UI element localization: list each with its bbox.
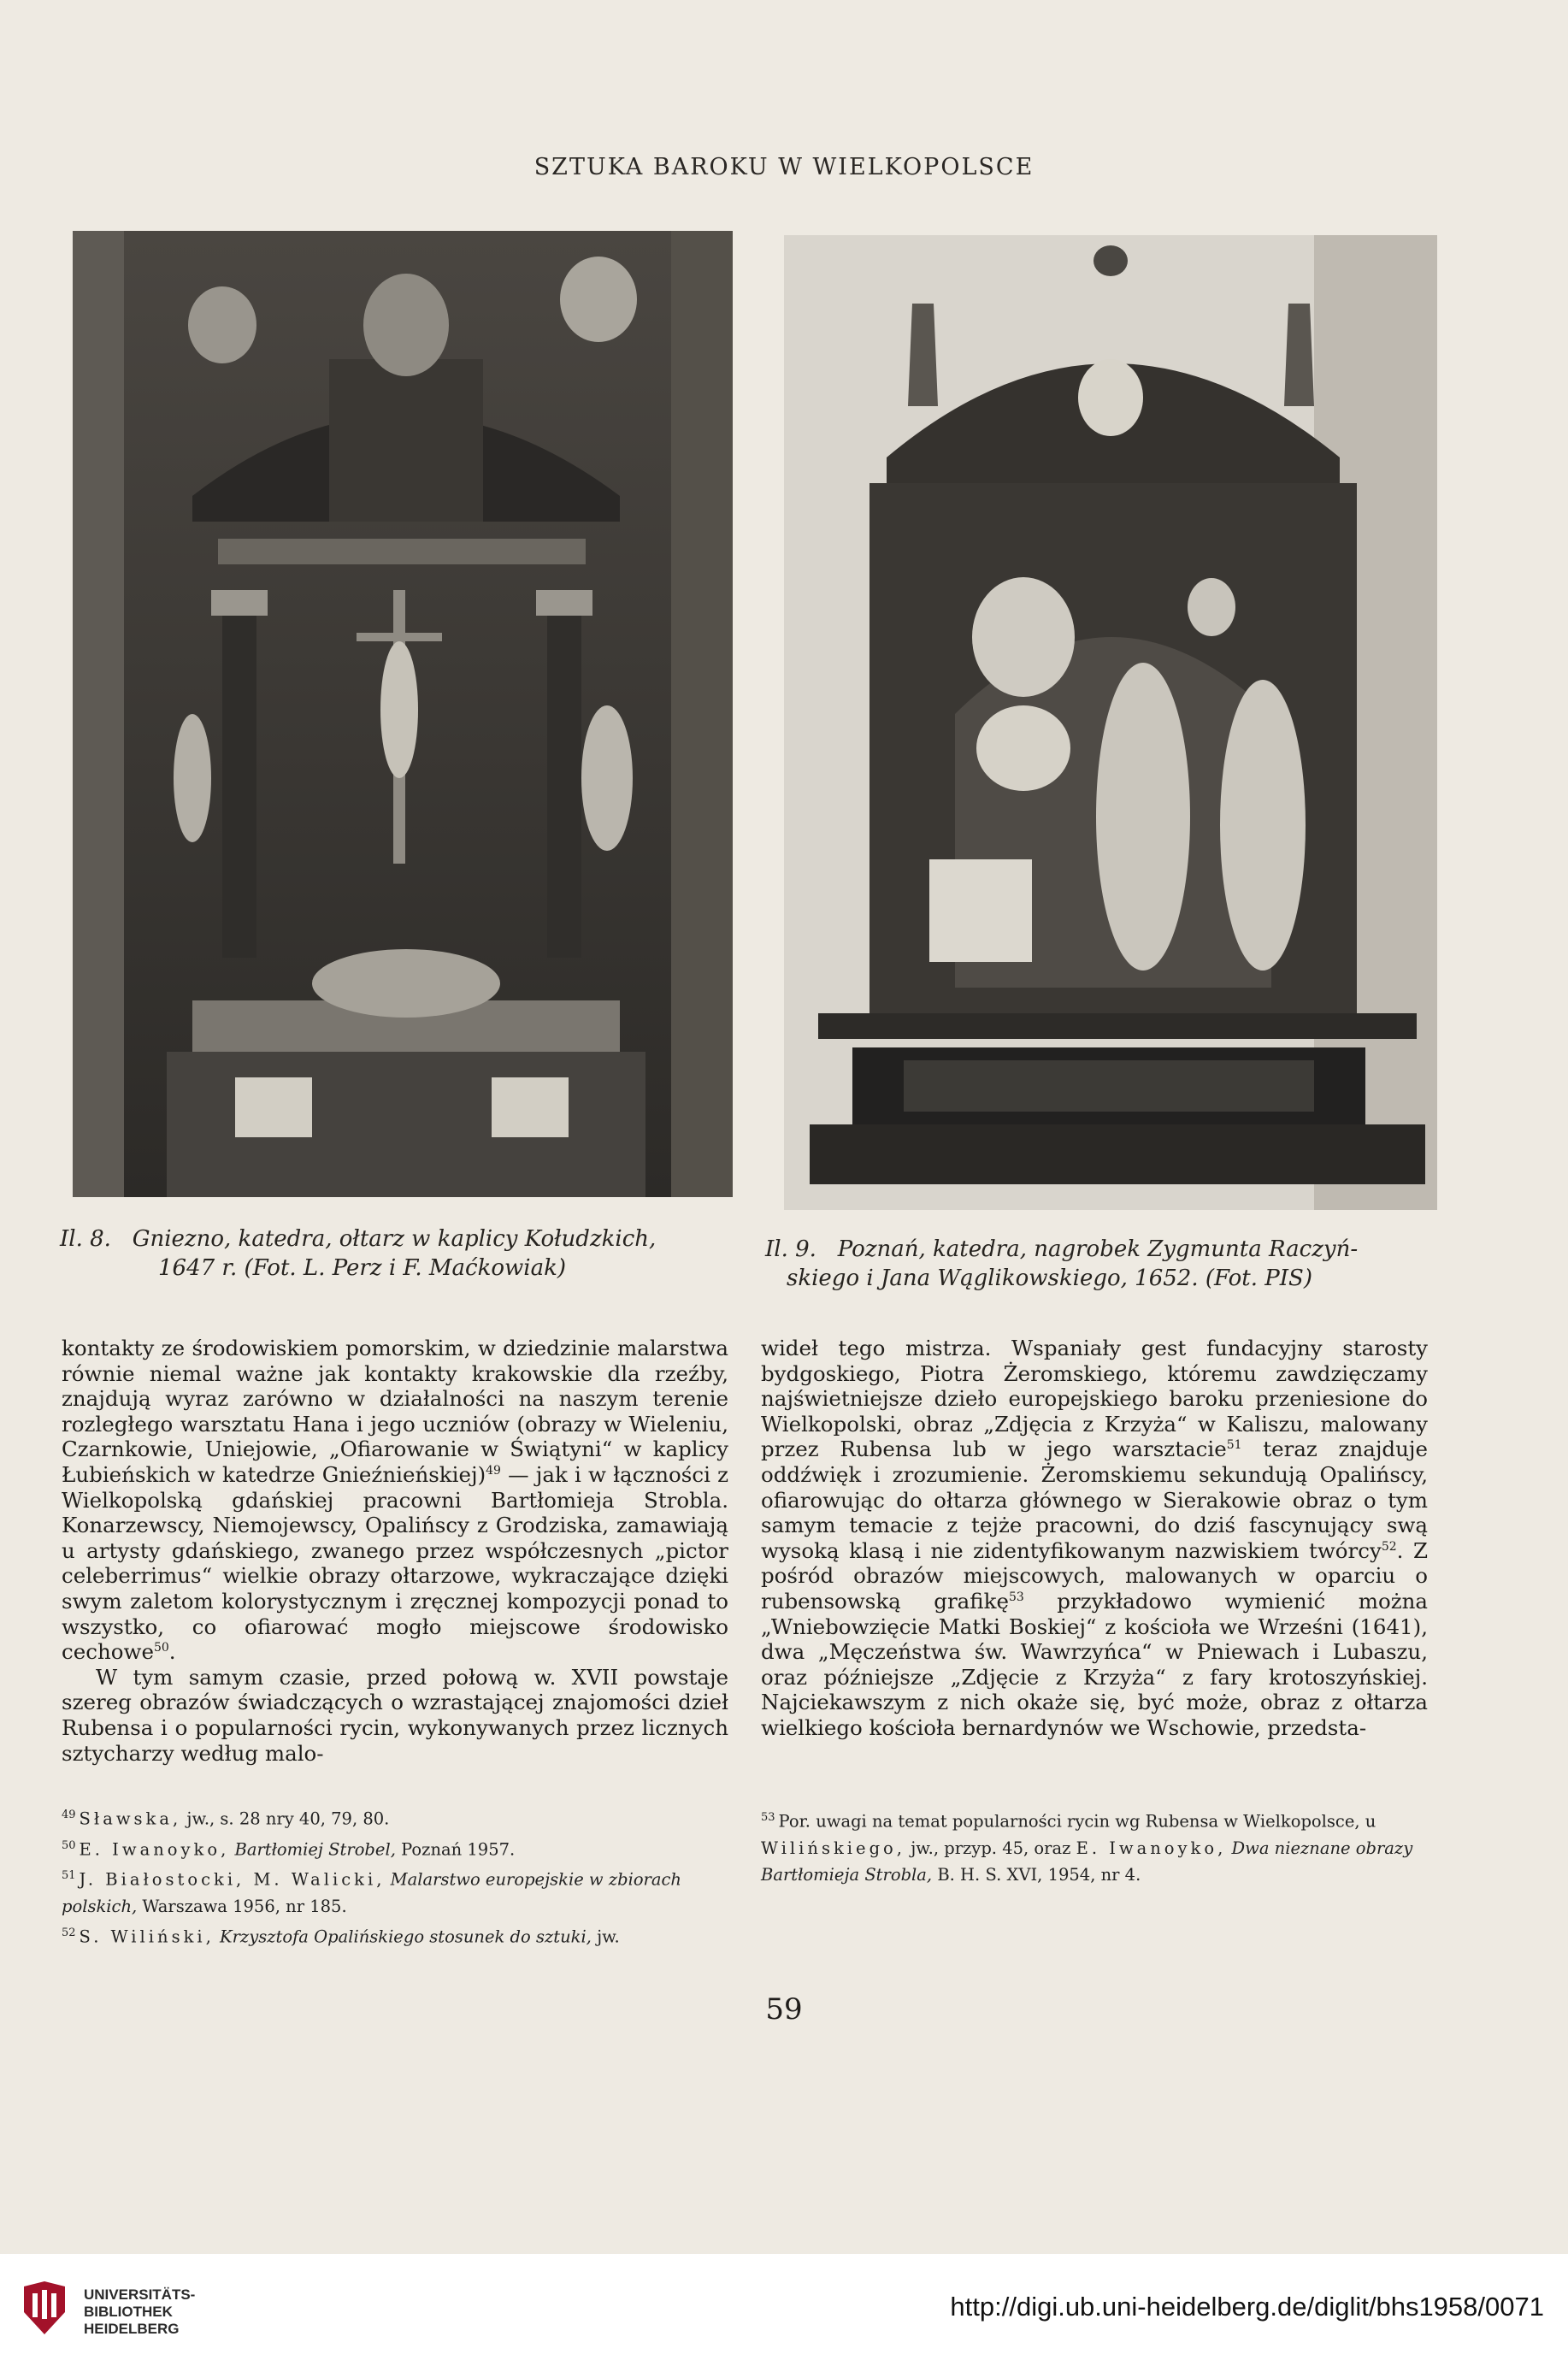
university-library-logo-icon xyxy=(19,2280,70,2339)
footnote-author: J. Białostocki, M. Walicki, xyxy=(79,1869,386,1890)
caption-line: skiego i Jana Wąglikowskiego, 1652. (Fot. PIS) xyxy=(787,1266,1312,1291)
footnote-number: 51 xyxy=(62,1869,76,1882)
footnote-ref: 49 xyxy=(486,1463,501,1478)
body-paragraph: W tym samym czasie, przed połową w. XVII powstaje szereg obrazów świadczących o wzrastającej znajomości dzieł Rubensa i o popularności rycin, wykonywanych przez licznych sztycharzy według malo- xyxy=(62,1664,728,1766)
footnote-text: jw., s. 28 nry 40, 79, 80. xyxy=(186,1808,390,1829)
body-text: . Z pośród obrazów miejscowych, malowanych w oparciu o rubensowską grafikę xyxy=(761,1537,1428,1614)
footnote xyxy=(62,1802,728,1832)
footnote-text: Por. uwagi na temat popularności rycin wg Rubensa w Wielkopolsce, u xyxy=(778,1811,1376,1832)
footnote-text: Poznań 1957. xyxy=(401,1839,516,1859)
caption-line: Poznań, katedra, nagrobek Zygmunta Raczyń- xyxy=(837,1236,1359,1262)
caption-line: Gniezno, katedra, ołtarz w kaplicy Kołudzkich, xyxy=(132,1226,657,1252)
footnote-title: Dwa nieznane obrazy Bartłomieja Strobla, xyxy=(761,1838,1413,1885)
footnote-number: 53 xyxy=(761,1811,775,1824)
footnote-ref: 53 xyxy=(1008,1590,1024,1604)
footnote-ref: 52 xyxy=(1381,1539,1397,1554)
library-footer xyxy=(0,2254,1568,2366)
tomb-monument-photo xyxy=(784,235,1437,1210)
footnote xyxy=(62,1832,728,1863)
body-column-right xyxy=(761,1336,1428,1741)
footnote-ref: 50 xyxy=(153,1640,169,1655)
library-name-line: UNIVERSITÄTS- xyxy=(84,2286,196,2303)
footnote-title: Bartłomiej Strobel, xyxy=(234,1839,396,1859)
footnotes-left xyxy=(62,1802,728,1950)
figure-label: Il. 9. xyxy=(765,1236,816,1262)
body-text: teraz znajduje oddźwięk i zrozumienie. Żeromskiemu sekundują Opalińscy, ofiarowując do ołtarza głównego w Sierakowie obraz o tym samym temacie z tejże pracowni, do dziś fascynujący swą wysoką klasą i nie zidentyfikowanym nazwiskiem twórcy xyxy=(761,1437,1428,1563)
tomb-monument-photo-image xyxy=(784,235,1437,1210)
footnote-author: S. Wiliński, xyxy=(79,1926,215,1946)
body-text: . xyxy=(168,1639,176,1665)
footnote-title: Malarstwo europejskie w zbiorach polskich, xyxy=(62,1869,681,1916)
library-name xyxy=(84,2286,195,2338)
caption-line: 1647 r. (Fot. L. Perz i F. Maćkowiak) xyxy=(158,1255,566,1281)
footnote-author: Wilińskiego, xyxy=(761,1838,905,1858)
footnote-author: E. Iwanoyko, xyxy=(79,1839,230,1859)
source-url-link[interactable]: http://digi.ub.uni-heidelberg.de/diglit/bhs1958/0071 xyxy=(950,2292,1544,2322)
body-text: — jak i w łączności z Wielkopolską gdańskiej pracowni Bartłomieja Strobla. Konarzewscy, Niemojewscy, Opalińscy z Grodziska, zamawiają u artysty gdańskiego, zwanego przez współczesnych „pictor celeberrimus“ wielkie obrazy ołtarzowe, wykraczające dzięki swym zaletom kolorystycznym i zręcznej kompozycji ponad to wszystko, co ofiarować mogło miejscowe środowisko cechowe xyxy=(62,1461,728,1665)
altar-photo xyxy=(73,231,733,1197)
figure-caption-left xyxy=(60,1224,744,1283)
footnote-title: Krzysztofa Opalińskiego stosunek do sztuki, xyxy=(220,1926,592,1946)
body-paragraph xyxy=(62,1336,728,1665)
figure-caption-right xyxy=(765,1235,1441,1293)
body-text: kontakty ze środowiskiem pomorskim, w dziedzinie malarstwa równie niemal ważne jak kontakty krakowskie dla rzeźby, znajdują wyraz zarówno w działalności na naszym terenie rozległego warsztatu Hana i jego uczniów (obrazy w Wieleniu, Czarnkowie, Uniejowie, „Ofiarowanie w Świątyni“ w kaplicy Łubieńskich w katedrze Gnieźnieńskiej) xyxy=(62,1336,728,1487)
footnote-text: Warszawa 1956, nr 185. xyxy=(142,1896,347,1916)
footnotes-right xyxy=(761,1804,1428,1888)
library-name-line: HEIDELBERG xyxy=(84,2321,180,2337)
page-number: 59 xyxy=(765,1992,803,2027)
footnote xyxy=(761,1804,1428,1888)
footnote-ref: 51 xyxy=(1226,1438,1242,1453)
footnote-text: jw. xyxy=(597,1926,620,1946)
figure-label: Il. 8. xyxy=(60,1226,111,1252)
footnote-author: Sławska, xyxy=(79,1808,182,1829)
body-text: wideł tego mistrza. Wspaniały gest fundacyjny starosty bydgoskiego, Piotra Żeromskiego, któremu zawdzięczamy najświetniejsze dzieło europejskiego baroku przeniesione do Wielkopolski, obraz „Zdjęcia z Krzyża“ w Kaliszu, malowany przez Rubensa lub w jego warsztacie xyxy=(761,1336,1428,1462)
body-text: przykładowo wymienić można „Wniebowzięcie Matki Boskiej“ z kościoła we Wrześni (1641), dwa „Męczeństwa św. Wawrzyńca“ w Pniewach i Lubaszu, oraz późniejsze „Zdjęcie z Krzyża“ z fary krotoszyńskiej. Najciekawszym z nich okaże się, być może, obraz z ołtarza wielkiego kościoła bernardynów we Wschowie, przedsta- xyxy=(761,1588,1428,1740)
footnote-number: 50 xyxy=(62,1838,76,1852)
footnote-text: jw., przyp. 45, oraz xyxy=(911,1838,1071,1858)
footnote-text: B. H. S. XVI, 1954, nr 4. xyxy=(937,1864,1141,1885)
footnote-number: 49 xyxy=(62,1808,76,1821)
body-paragraph xyxy=(761,1336,1428,1741)
altar-photo-image xyxy=(73,231,733,1197)
running-head: SZTUKA BAROKU W WIELKOPOLSCE xyxy=(533,154,1035,180)
footnote xyxy=(62,1920,728,1950)
footnote-author: E. Iwanoyko, xyxy=(1076,1838,1227,1858)
body-column-left xyxy=(62,1336,728,1766)
footnote xyxy=(62,1862,728,1920)
footnote-number: 52 xyxy=(62,1926,76,1939)
library-name-line: BIBLIOTHEK xyxy=(84,2304,173,2320)
